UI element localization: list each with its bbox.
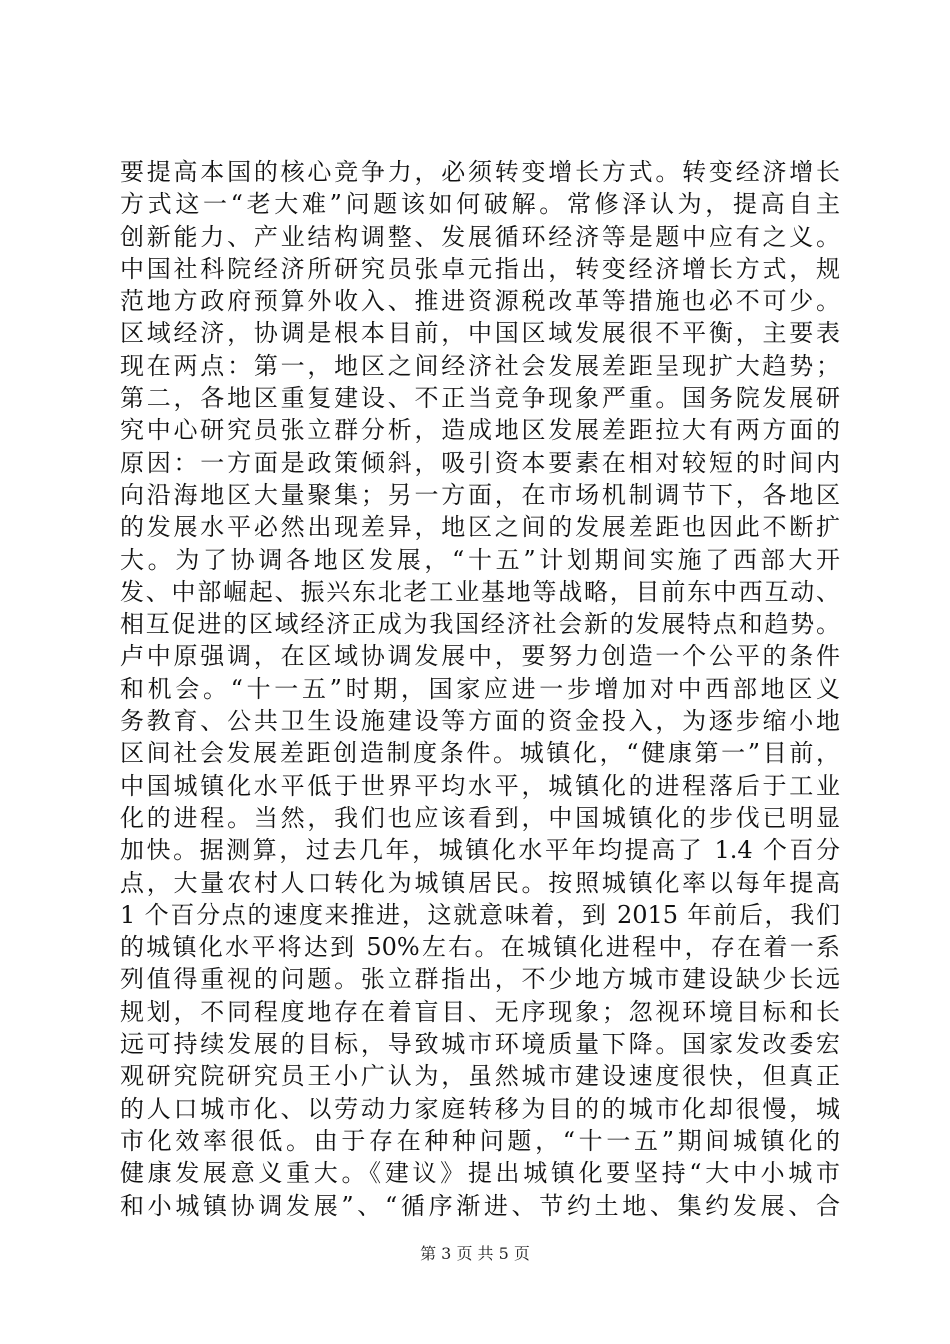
text-line: 向沿海地区大量聚集；另一方面，在市场机制调节下，各地区 xyxy=(120,480,840,509)
text-line: 观研究院研究员王小广认为，虽然城市建设速度很快，但真正 xyxy=(120,1062,840,1091)
text-line: 健康发展意义重大。《建议》提出城镇化要坚持“大中小城市 xyxy=(120,1159,840,1188)
text-line: 第二，各地区重复建设、不正当竞争现象严重。国务院发展研 xyxy=(120,384,840,413)
text-line: 大。为了协调各地区发展，“十五”计划期间实施了西部大开 xyxy=(120,545,840,574)
text-line: 究中心研究员张立群分析，造成地区发展差距拉大有两方面的 xyxy=(120,416,840,445)
text-line: 区间社会发展差距创造制度条件。城镇化，“健康第一”目前， xyxy=(120,739,840,768)
text-line: 中国城镇化水平低于世界平均水平，城镇化的进程落后于工业 xyxy=(120,771,840,800)
body-text xyxy=(120,156,840,1222)
text-line: 规划，不同程度地存在着盲目、无序现象；忽视环境目标和长 xyxy=(120,997,840,1026)
text-line: 列值得重视的问题。张立群指出，不少地方城市建设缺少长远 xyxy=(120,965,840,994)
text-line: 原因：一方面是政策倾斜，吸引资本要素在相对较短的时间内 xyxy=(120,448,840,477)
text-line: 方式这一“老大难”问题该如何破解。常修泽认为，提高自主 xyxy=(120,190,840,219)
text-line: 加快。据测算，过去几年，城镇化水平年均提高了 1.4 个百分 xyxy=(120,836,840,865)
text-line: 相互促进的区域经济正成为我国经济社会新的发展特点和趋势。 xyxy=(120,610,840,639)
page-number-footer: 第 3 页 共 5 页 xyxy=(420,1244,530,1263)
text-line: 要提高本国的核心竞争力，必须转变增长方式。转变经济增长 xyxy=(120,158,840,186)
text-line: 现在两点：第一，地区之间经济社会发展差距呈现扩大趋势； xyxy=(120,351,840,380)
text-line: 和小城镇协调发展”、“循序渐进、节约土地、集约发展、合 xyxy=(120,1191,840,1220)
text-line: 区域经济，协调是根本目前，中国区域发展很不平衡，主要表 xyxy=(120,319,840,348)
text-line: 中国社科院经济所研究员张卓元指出，转变经济增长方式，规 xyxy=(120,254,840,283)
text-line: 务教育、公共卫生设施建设等方面的资金投入，为逐步缩小地 xyxy=(120,707,840,736)
text-line: 的发展水平必然出现差异，地区之间的发展差距也因此不断扩 xyxy=(120,513,840,542)
text-line: 创新能力、产业结构调整、发展循环经济等是题中应有之义。 xyxy=(120,222,840,251)
text-line: 的人口城市化、以劳动力家庭转移为目的的城市化却很慢，城 xyxy=(120,1094,840,1123)
text-line: 市化效率很低。由于存在种种问题，“十一五”期间城镇化的 xyxy=(120,1126,840,1155)
text-line: 的城镇化水平将达到 50%左右。在城镇化进程中，存在着一系 xyxy=(120,933,840,962)
text-line: 点，大量农村人口转化为城镇居民。按照城镇化率以每年提高 xyxy=(120,868,840,897)
text-line: 发、中部崛起、振兴东北老工业基地等战略，目前东中西互动、 xyxy=(120,577,840,606)
text-line: 1 个百分点的速度来推进，这就意味着，到 2015 年前后，我们 xyxy=(120,900,840,929)
text-line: 卢中原强调，在区域协调发展中，要努力创造一个公平的条件 xyxy=(120,642,840,671)
text-line: 化的进程。当然，我们也应该看到，中国城镇化的步伐已明显 xyxy=(120,803,840,832)
text-line: 远可持续发展的目标，导致城市环境质量下降。国家发改委宏 xyxy=(120,1030,840,1059)
text-line: 范地方政府预算外收入、推进资源税改革等措施也必不可少。 xyxy=(120,287,840,316)
text-line: 和机会。“十一五”时期，国家应进一步增加对中西部地区义 xyxy=(120,674,840,703)
